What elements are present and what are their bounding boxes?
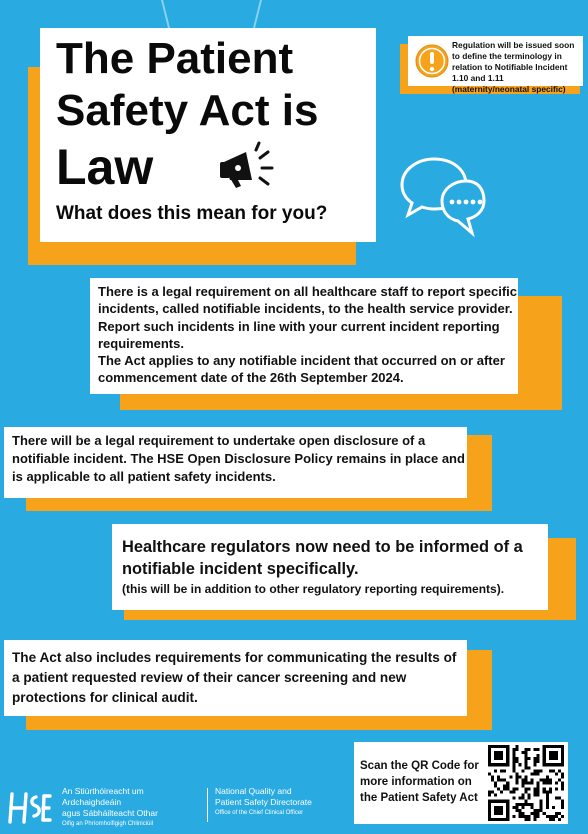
- footer-dir-small: Office of the Chief Clinical Officer: [215, 810, 304, 816]
- title-line-1: The Patient: [56, 34, 294, 83]
- staff-reporting-section: [90, 278, 518, 394]
- footer-org: [62, 786, 202, 830]
- footer-directorate: [215, 786, 335, 819]
- regulation-notice: [408, 36, 583, 94]
- qr-card: [354, 742, 568, 824]
- open-disclosure-text: There will be a legal requirement to undertake open disclosure of a notifiable incident. The HSE Open Disclosure Policy remains in place and is applicable to all patient safety incidents.: [12, 433, 465, 484]
- footer-org-line2: agus Sábháilteacht Othar: [62, 808, 158, 818]
- megaphone-icon: [216, 140, 274, 190]
- open-disclosure-section: [4, 427, 467, 498]
- footer-dir-line2: Patient Safety Directorate: [215, 797, 312, 807]
- cancer-screening-section: [4, 640, 467, 716]
- commencement-text: The Act applies to any notifiable incident that occurred on or after commencement date of the 26th September 2024.: [98, 353, 505, 386]
- title-line-3: Law: [56, 139, 154, 195]
- staff-reporting-text: There is a legal requirement on all healthcare staff to report specific incidents, called notifiable incidents, to the health service provider. Report such incidents in line with your current incident reporting requirements.: [98, 284, 518, 351]
- qr-code[interactable]: [488, 745, 564, 821]
- footer-dir-line1: National Quality and: [215, 786, 292, 796]
- notice-text: Regulation will be issued soon to define the terminology in relation to Notifiable Incident 1.10 and 1.11 (maternity/neonatal specific): [452, 40, 575, 94]
- footer-org-line1: An Stiúrthóireacht um Ardchaighdeáin: [62, 786, 144, 807]
- subtitle: What does this mean for you?: [56, 203, 328, 224]
- regulators-section: [112, 524, 548, 610]
- regulators-text: Healthcare regulators now need to be informed of a notifiable incident specifically.: [122, 538, 523, 578]
- qr-text: Scan the QR Code for more information on the Patient Safety Act: [360, 760, 479, 804]
- hse-logo: [6, 790, 52, 826]
- speech-bubbles-icon: [396, 155, 486, 245]
- footer-divider: [207, 788, 208, 822]
- regulators-note: (this will be in addition to other regulatory reporting requirements).: [122, 582, 505, 596]
- cancer-screening-text: The Act also includes requirements for communicating the results of a patient requested review of their cancer screening and new protections for clinical audit.: [12, 650, 457, 705]
- title-card: [40, 28, 376, 242]
- footer-org-small: Oifig an Phríomhoifigigh Chliniciúil: [62, 821, 154, 827]
- exclamation-icon: [414, 43, 450, 79]
- title-line-2: Safety Act is: [56, 86, 319, 135]
